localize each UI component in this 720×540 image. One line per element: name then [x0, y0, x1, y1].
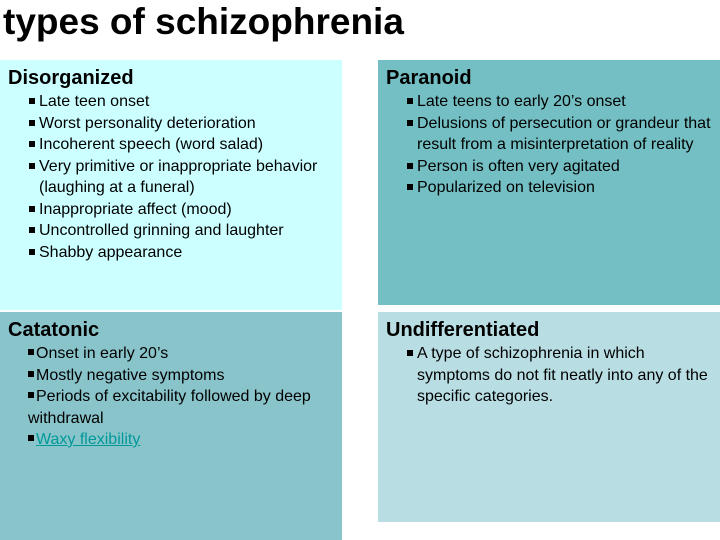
undifferentiated-panel: [378, 312, 720, 522]
square-bullet-icon: [28, 349, 34, 355]
list-item: Inappropriate affect (mood): [8, 199, 342, 221]
square-bullet-icon: [407, 120, 413, 126]
list-item: Periods of excitability followed by deep withdrawal: [28, 388, 311, 427]
list-item: Person is often very agitated: [386, 156, 720, 178]
list-item: A type of schizophrenia in which symptoms do not fit neatly into any of the specific categories.: [386, 343, 720, 408]
list-item: Onset in early 20’s: [8, 343, 342, 365]
square-bullet-icon: [407, 350, 413, 356]
catatonic-heading: Catatonic: [8, 319, 100, 341]
list-item: Delusions of persecution or grandeur that result from a misinterpretation of reality: [386, 113, 720, 156]
list-item: Uncontrolled grinning and laughter: [8, 220, 342, 242]
list-item: [8, 429, 342, 451]
square-bullet-icon: [407, 98, 413, 104]
square-bullet-icon: [29, 98, 35, 104]
square-bullet-icon: [407, 184, 413, 190]
undifferentiated-heading: Undifferentiated: [386, 319, 540, 341]
disorganized-panel: [0, 60, 342, 310]
square-bullet-icon: [29, 249, 35, 255]
paranoid-heading: Paranoid: [386, 67, 472, 89]
square-bullet-icon: [28, 371, 34, 377]
waxy-flexibility-link[interactable]: Waxy flexibility: [36, 431, 141, 448]
list-item: Incoherent speech (word salad): [8, 134, 342, 156]
list-item: Shabby appearance: [8, 242, 342, 264]
paranoid-list: [386, 91, 720, 199]
list-item: Very primitive or inappropriate behavior (laughing at a funeral): [8, 156, 342, 199]
disorganized-list: [8, 91, 342, 263]
disorganized-heading: Disorganized: [8, 67, 134, 89]
square-bullet-icon: [29, 163, 35, 169]
square-bullet-icon: [407, 163, 413, 169]
catatonic-panel: [0, 312, 342, 540]
catatonic-list: [8, 343, 342, 451]
list-item: Mostly negative symptoms: [8, 365, 342, 387]
page-title: types of schizophrenia: [3, 1, 404, 42]
list-item: Late teen onset: [8, 91, 342, 113]
square-bullet-icon: [29, 120, 35, 126]
list-item: Popularized on television: [386, 177, 720, 199]
square-bullet-icon: [29, 206, 35, 212]
list-item: Late teens to early 20’s onset: [386, 91, 720, 113]
undifferentiated-list: [386, 343, 720, 408]
square-bullet-icon: [29, 227, 35, 233]
paranoid-panel: [378, 60, 720, 305]
list-item: Worst personality deterioration: [8, 113, 342, 135]
square-bullet-icon: [29, 141, 35, 147]
square-bullet-icon: [28, 392, 34, 398]
square-bullet-icon: [28, 435, 34, 441]
